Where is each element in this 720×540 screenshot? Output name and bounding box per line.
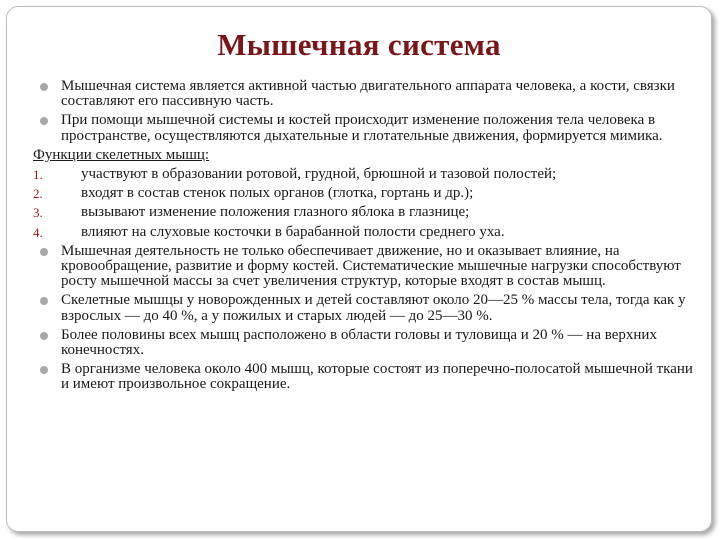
slide-content: [33, 79, 701, 397]
bullet-text: Мышечная деятельность не только обеспечивает движение, но и оказывает влияние, на кровообращение, развитие и форму костей. Систематические мышечные нагрузки способствуют росту мышечной массы за счет увеличения структур, которые входят в состав мышц.: [61, 242, 681, 290]
bullet-icon: [40, 117, 48, 125]
slide-title: Мышечная система: [217, 27, 501, 62]
bullet-text: При помощи мышечной системы и костей происходит изменение положения тела человека в пространстве, осуществляются дыхательные и глотательные движения, формируется мимика.: [61, 112, 663, 144]
bullet-icon: [40, 332, 48, 340]
bullet-icon: [40, 83, 48, 91]
bullet-item: [33, 113, 701, 143]
functions-heading: Функции скелетных мышц:: [33, 146, 210, 163]
numbered-text: входят в состав стенок полых органов (глотка, гортань и др.);: [81, 185, 474, 202]
bullet-item: [33, 79, 701, 109]
bullet-item: [33, 293, 701, 323]
numbered-item: [33, 186, 701, 201]
numbered-text: влияют на слуховые косточки в барабанной полости среднего уха.: [81, 223, 505, 240]
bullet-text: Мышечная система является активной частью двигательного аппарата человека, а кости, связки составляют его пассивную часть.: [61, 78, 675, 110]
bullet-item: [33, 362, 701, 392]
bullet-icon: [40, 366, 48, 374]
item-number: 3.: [33, 205, 43, 221]
numbered-item: [33, 167, 701, 182]
numbered-text: участвуют в образовании ротовой, грудной, брюшной и тазовой полостей;: [81, 166, 557, 183]
slide: [6, 6, 712, 532]
item-number: 2.: [33, 186, 43, 202]
bullet-item: [33, 328, 701, 358]
bullet-text: В организме человека около 400 мышц, которые состоят из поперечно-полосатой мышечной ткани и имеют произвольное сокращение.: [61, 361, 693, 393]
bullet-icon: [40, 297, 48, 305]
item-number: 1.: [33, 167, 43, 183]
bullet-icon: [40, 248, 48, 256]
numbered-text: вызывают изменение положения глазного яблока в глазнице;: [81, 204, 470, 221]
numbered-item: [33, 225, 701, 240]
bullet-item: [33, 244, 701, 290]
bullet-text: Более половины всех мышц расположено в области головы и туловища и 20 % — на верхних конечностях.: [61, 326, 657, 359]
numbered-item: [33, 205, 701, 220]
item-number: 4.: [33, 224, 43, 240]
bullet-text: Скелетные мышцы у новорожденных и детей составляют около 20—25 % массы тела, тогда как у взрослых — до 40 %, а у пожилых и старых людей — до 25—30 %.: [61, 292, 686, 324]
